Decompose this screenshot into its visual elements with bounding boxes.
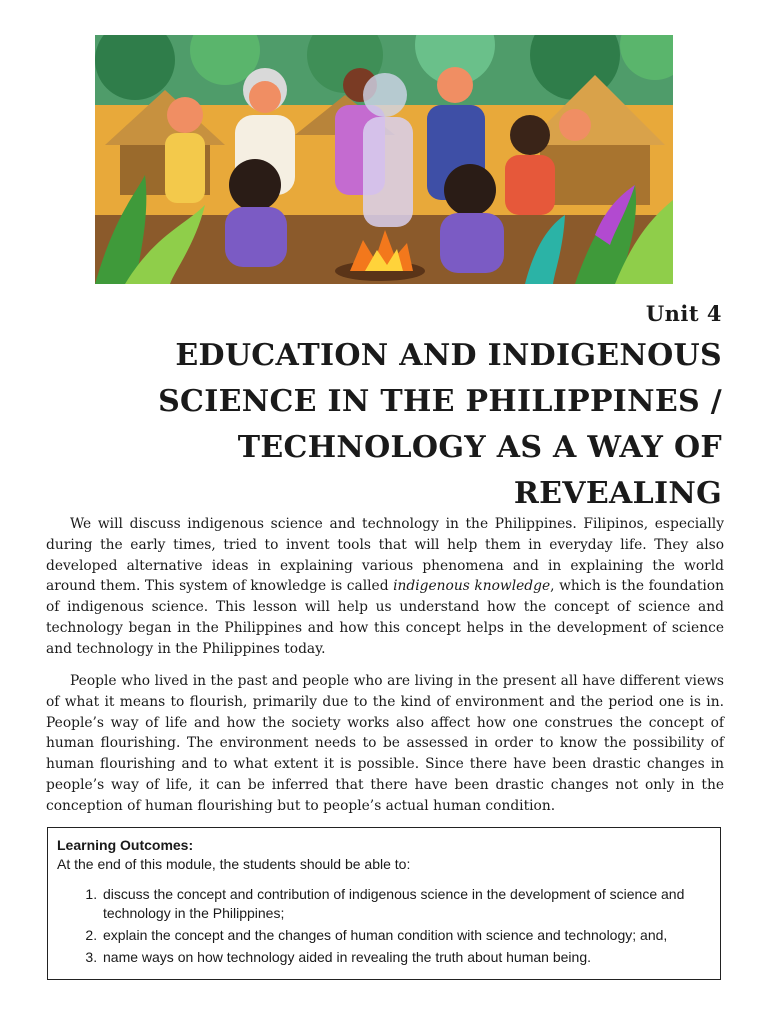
- title-line: EDUCATION AND INDIGENOUS: [175, 338, 722, 373]
- outcome-item: 1. discuss the concept and contribution of indigenous science in the development of science and technology in the Philippines;: [101, 885, 710, 923]
- indigenous-knowledge-term: indigenous knowledge: [393, 578, 551, 595]
- learning-outcomes-intro: At the end of this module, the students should be able to:: [57, 856, 411, 872]
- outcome-item: 3. name ways on how technology aided in revealing the truth about human being.: [101, 948, 710, 967]
- human-flourishing-paragraph: People who lived in the past and people who are living in the present all have different views of what it means to flourish, primarily due to the kind of environment and the period one is in. People’s way of life and how the society works also affect how one construes the concept of human flourishing. The environment needs to be assessed in order to know the possibility of human flourishing and to what extent it is possible. Since there have been drastic changes in people’s way of life, it can be inferred that there have been drastic changes not only in the conception of human flourishing but to people’s actual human condition.: [46, 673, 724, 814]
- people-around-fire-image: [95, 35, 673, 284]
- outcome-item: 2. explain the concept and the changes of human condition with science and technology; and,: [101, 926, 710, 945]
- intro-paragraph: [46, 514, 724, 660]
- page-title: [82, 333, 722, 517]
- header-illustration: [95, 35, 673, 284]
- unit-label: Unit 4: [645, 301, 722, 326]
- title-line: REVEALING: [513, 476, 722, 511]
- title-line: TECHNOLOGY AS A WAY OF: [237, 430, 722, 465]
- learning-outcomes-heading: Learning Outcomes:: [57, 837, 194, 853]
- intro-text-start: We will discuss indigenous science and technology in the Philippines. Filipinos, especially during the early times, tried to invent tools that will help them in everyday life. They also developed alternative ideas in explaining various phenomena and in explaining the world around them. This system of knowledge is called: [46, 516, 724, 595]
- title-line: SCIENCE IN THE PHILIPPINES /: [158, 384, 722, 419]
- intro-text-end: , which is the foundation of indigenous science. This lesson will help us understand how the concept of science and technology began in the Philippines and how this concept helps in the development of science and technology in the Philippines today.: [46, 578, 724, 657]
- learning-outcomes-list: [57, 885, 710, 967]
- learning-outcomes-box: [47, 827, 721, 980]
